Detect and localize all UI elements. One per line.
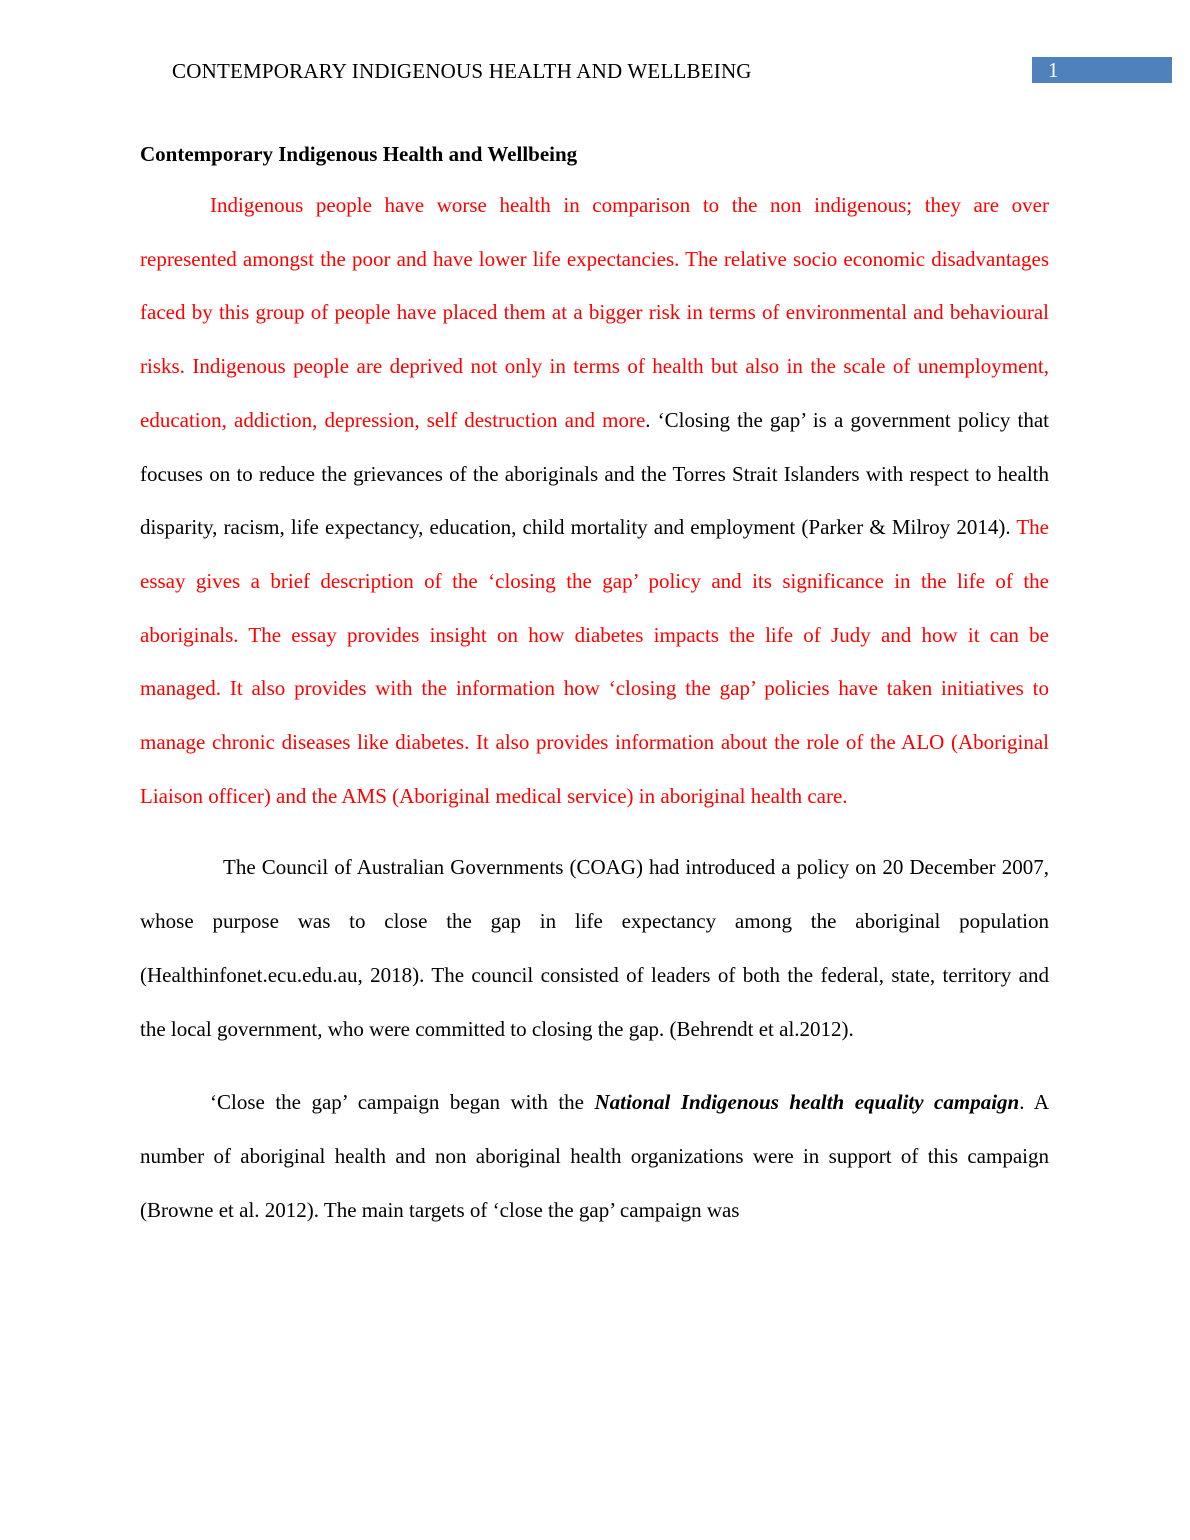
policy-description-text: . ‘Closing the gap’ is a government policy that focuses on to reduce the grievances of the aboriginals and the Torres Strait Islanders with respect to health disparity, racism, life expectancy, education, child mortality and employment (Parker & Milroy 2014). — [140, 407, 1049, 540]
running-header-title: CONTEMPORARY INDIGENOUS HEALTH AND WELLBEING — [172, 59, 752, 83]
intro-paragraph — [140, 179, 1049, 823]
page-number-box — [1032, 57, 1172, 83]
campaign-paragraph — [140, 1076, 1049, 1237]
campaign-rest-text: . A number of aboriginal health and non aboriginal health organizations were in support of this campaign (Browne et al. 2012). The main targets of ‘close the gap’ campaign was — [140, 1090, 1049, 1222]
campaign-lead-text: ‘Close the gap’ campaign began with the — [210, 1090, 595, 1115]
document-body — [140, 136, 1049, 1237]
campaign-name-emphasis: National Indigenous health equality campaign — [594, 1090, 1020, 1115]
highlighted-essay-overview-text: The essay gives a brief description of the ‘closing the gap’ policy and its significance in the life of the aboriginals. The essay provides insight on how diabetes impacts the life of Judy and how it can be managed. It also provides with the information how ‘closing the gap’ policies have taken initiatives to manage chronic diseases like diabetes. It also provides information about the role of the ALO (Aboriginal Liaison officer) and the AMS (Aboriginal medical service) in aboriginal health care. — [140, 515, 1049, 808]
coag-paragraph: The Council of Australian Governments (COAG) had introduced a policy on 20 December 2007, whose purpose was to close the gap in life expectancy among the aboriginal population (Healthinfonet.ecu.edu.au, 2018). The council consisted of leaders of both the federal, state, territory and the local government, who were committed to closing the gap. (Behrendt et al.2012). — [140, 855, 1049, 1041]
page-number: 1 — [1048, 58, 1059, 82]
document-title: Contemporary Indigenous Health and Wellbeing — [140, 142, 578, 166]
highlighted-intro-text: Indigenous people have worse health in comparison to the non indigenous; they are over represented amongst the poor and have lower life expectancies. The relative socio economic disadvantages faced by this group of people have placed them at a bigger risk in terms of environmental and behavioural risks. Indigenous people are deprived not only in terms of health but also in the scale of unemployment, education, addiction, depression, self destruction and more — [140, 193, 1049, 432]
